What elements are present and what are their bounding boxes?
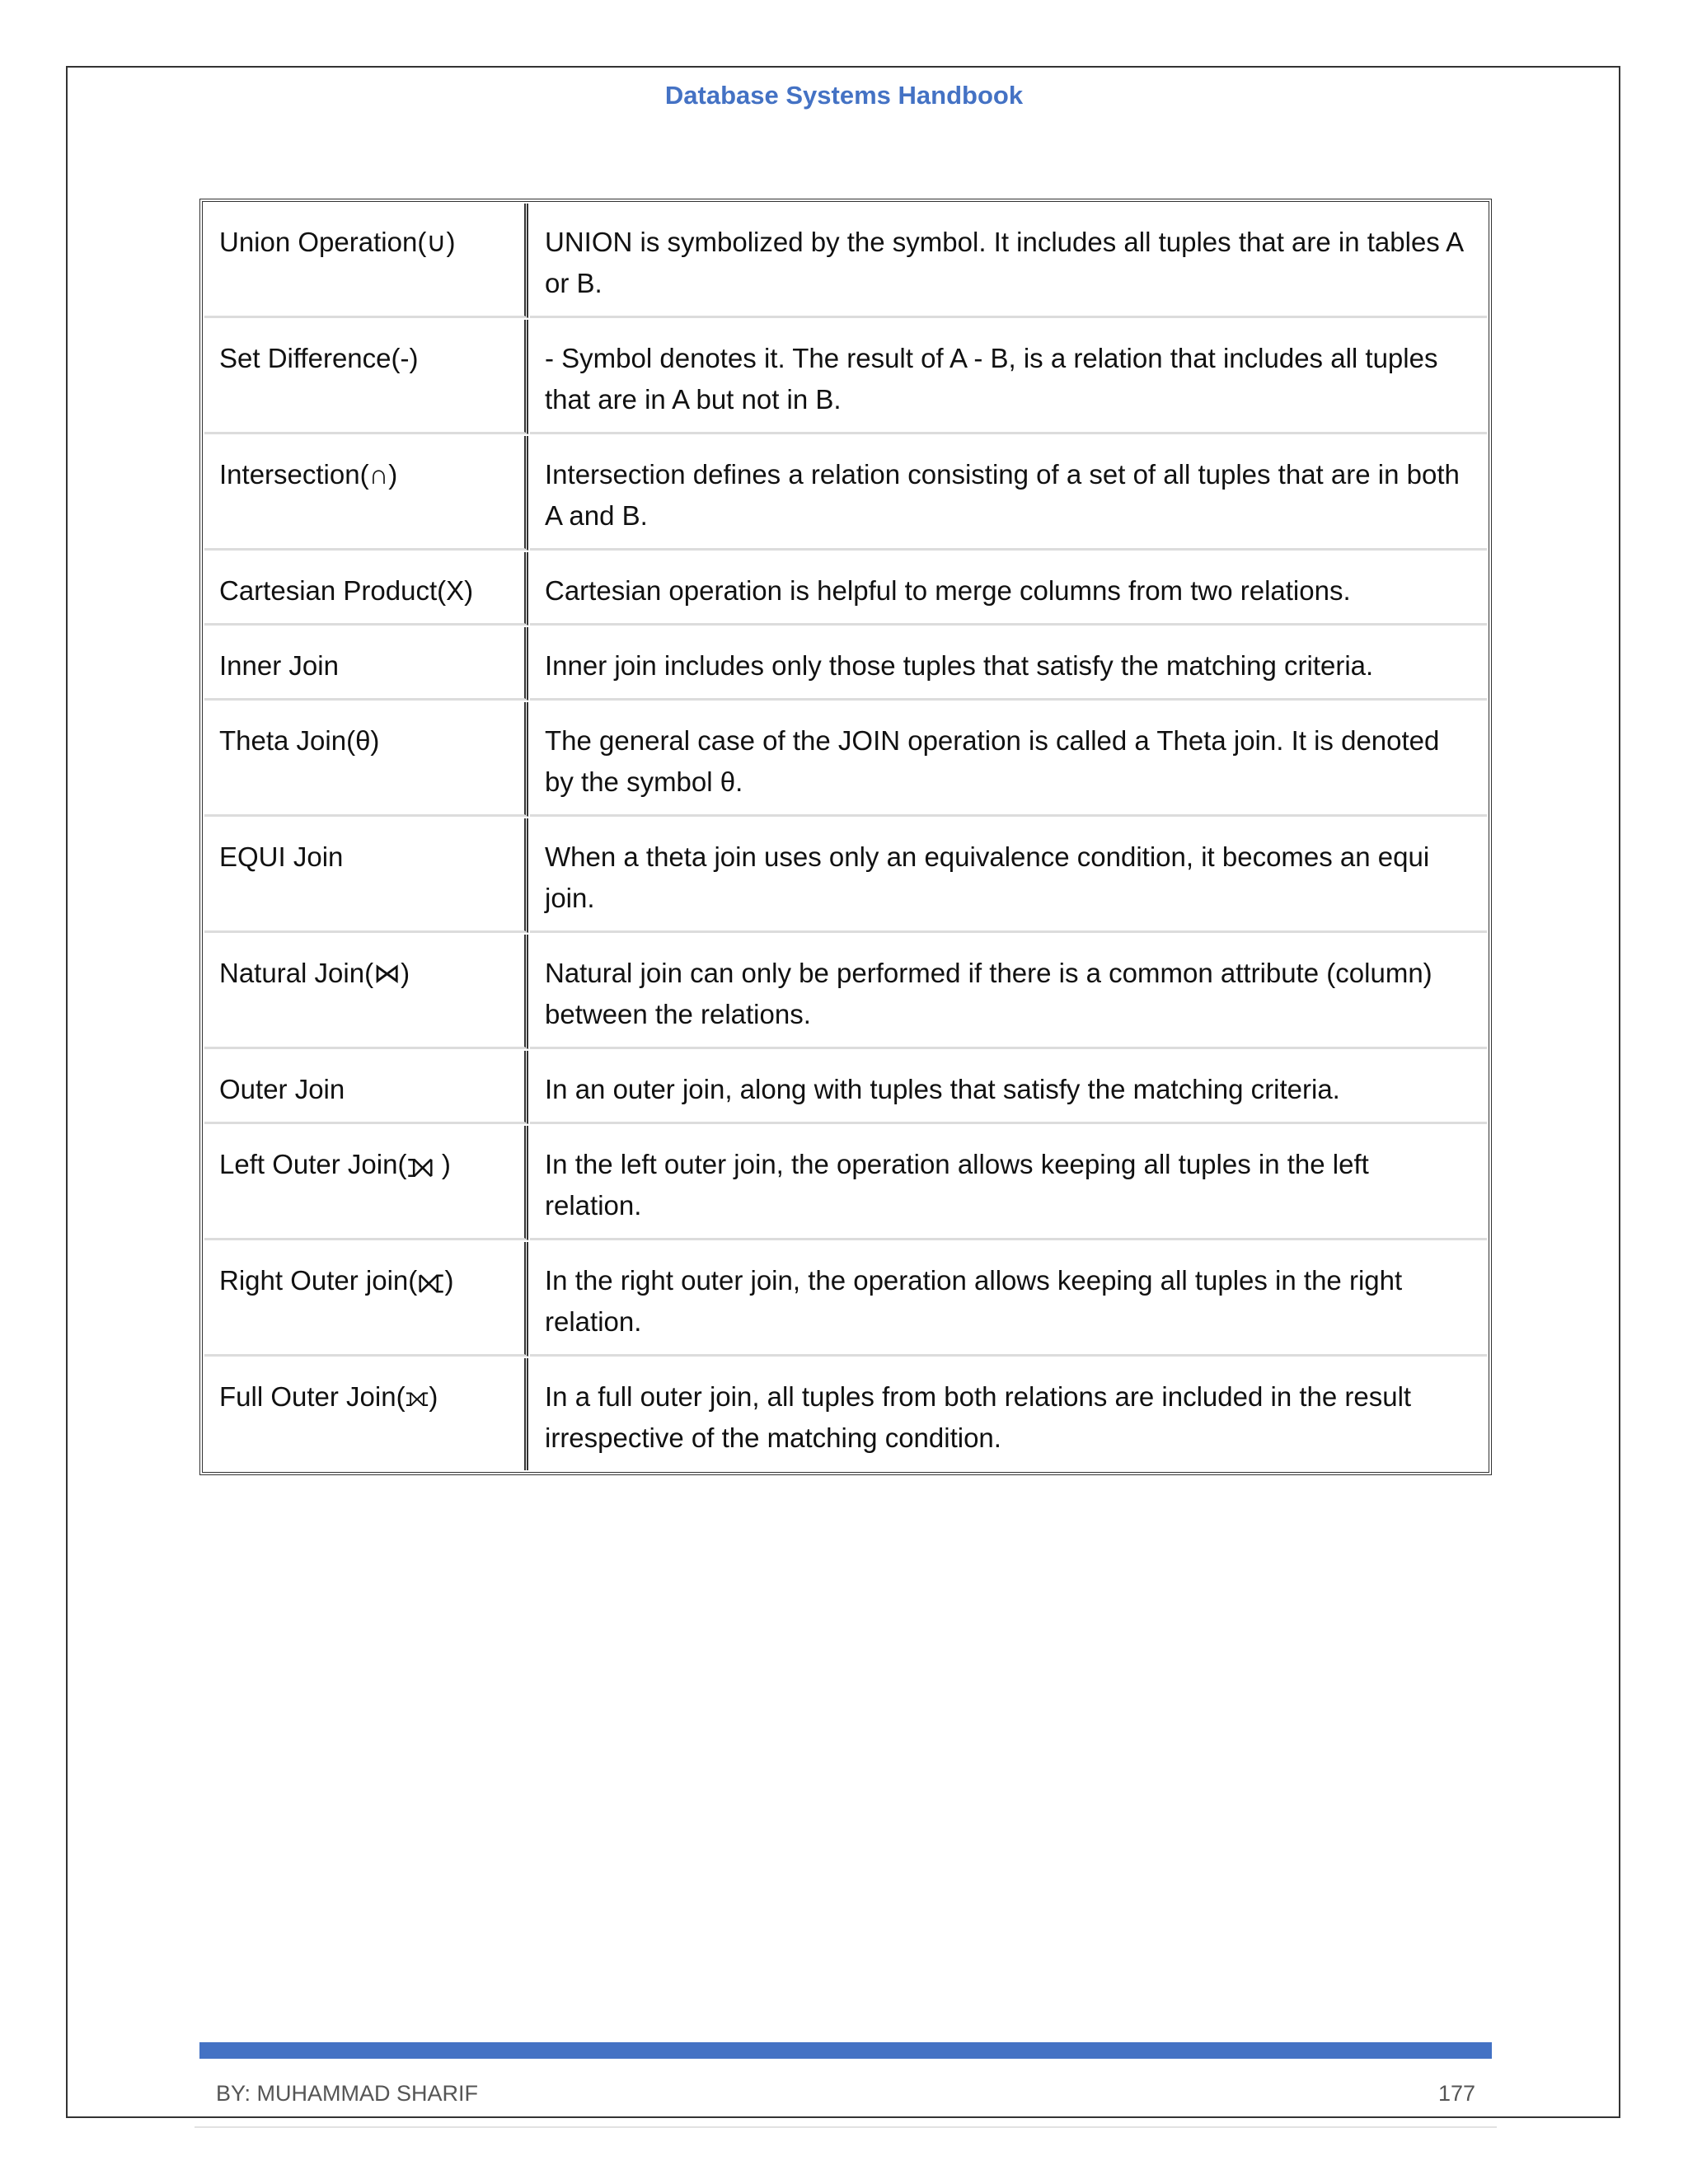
operation-description: - Symbol denotes it. The result of A - B, is a relation that includes all tuples that are in A but not in B.: [530, 320, 1487, 434]
operation-name: Intersection(∩): [204, 436, 528, 551]
operation-name: Theta Join(θ): [204, 702, 528, 817]
operation-name: EQUI Join: [204, 818, 528, 933]
operation-name-suffix: ): [444, 1265, 454, 1296]
operation-name: [204, 1126, 528, 1240]
operation-name: Set Difference(-): [204, 320, 528, 434]
operation-description: Cartesian operation is helpful to merge columns from two relations.: [530, 552, 1487, 626]
operation-description: Inner join includes only those tuples that satisfy the matching criteria.: [530, 627, 1487, 701]
table-row: [204, 1126, 1487, 1240]
operation-name-prefix: Right Outer join(: [219, 1265, 418, 1296]
table-row: [204, 552, 1487, 626]
operation-name-prefix: Left Outer Join(: [219, 1149, 407, 1179]
operation-name: Natural Join(⋈): [204, 935, 528, 1049]
footer-author: BY: MUHAMMAD SHARIF: [216, 2081, 479, 2106]
operation-description: When a theta join uses only an equivalence condition, it becomes an equi join.: [530, 818, 1487, 933]
relational-operations-table: [199, 199, 1492, 1475]
footer-divider: [195, 2126, 1497, 2128]
operation-name: [204, 1242, 528, 1357]
operation-description: UNION is symbolized by the symbol. It includes all tuples that are in tables A or B.: [530, 204, 1487, 318]
operation-description: In an outer join, along with tuples that satisfy the matching criteria.: [530, 1051, 1487, 1124]
footer-accent-bar: [199, 2042, 1492, 2059]
right-outer-join-icon: ⟖: [417, 1261, 445, 1301]
operation-name-suffix: ): [434, 1149, 451, 1179]
operation-name: Outer Join: [204, 1051, 528, 1124]
table-row: [204, 935, 1487, 1049]
operation-description: In the right outer join, the operation allows keeping all tuples in the right relation.: [530, 1242, 1487, 1357]
page-number: 177: [1437, 2081, 1475, 2106]
operation-name: Union Operation(∪): [204, 204, 528, 318]
operation-description: The general case of the JOIN operation is called a Theta join. It is denoted by the symbol θ.: [530, 702, 1487, 817]
table-row: [204, 320, 1487, 434]
operation-name: Cartesian Product(X): [204, 552, 528, 626]
operation-name-prefix: Full Outer Join(: [219, 1381, 406, 1412]
operation-name: [204, 1358, 528, 1470]
full-outer-join-icon: ⟗: [405, 1381, 429, 1412]
table-row: [204, 1051, 1487, 1124]
table-row: [204, 1242, 1487, 1357]
table-row: [204, 627, 1487, 701]
operation-description: Intersection defines a relation consisting of a set of all tuples that are in both A and B.: [530, 436, 1487, 551]
table-row: [204, 702, 1487, 817]
table-row: [204, 204, 1487, 318]
operation-name-suffix: ): [429, 1381, 438, 1412]
table-row: [204, 436, 1487, 551]
table-row: [204, 1358, 1487, 1470]
table-row: [204, 818, 1487, 933]
page-header-title: Database Systems Handbook: [664, 81, 1024, 110]
left-outer-join-icon: ⟕: [406, 1145, 434, 1185]
operation-name: Inner Join: [204, 627, 528, 701]
operation-description: In the left outer join, the operation allows keeping all tuples in the left relation.: [530, 1126, 1487, 1240]
operation-description: Natural join can only be performed if there is a common attribute (column) between the relations.: [530, 935, 1487, 1049]
operation-description: In a full outer join, all tuples from both relations are included in the result irrespective of the matching condition.: [545, 1381, 1412, 1453]
